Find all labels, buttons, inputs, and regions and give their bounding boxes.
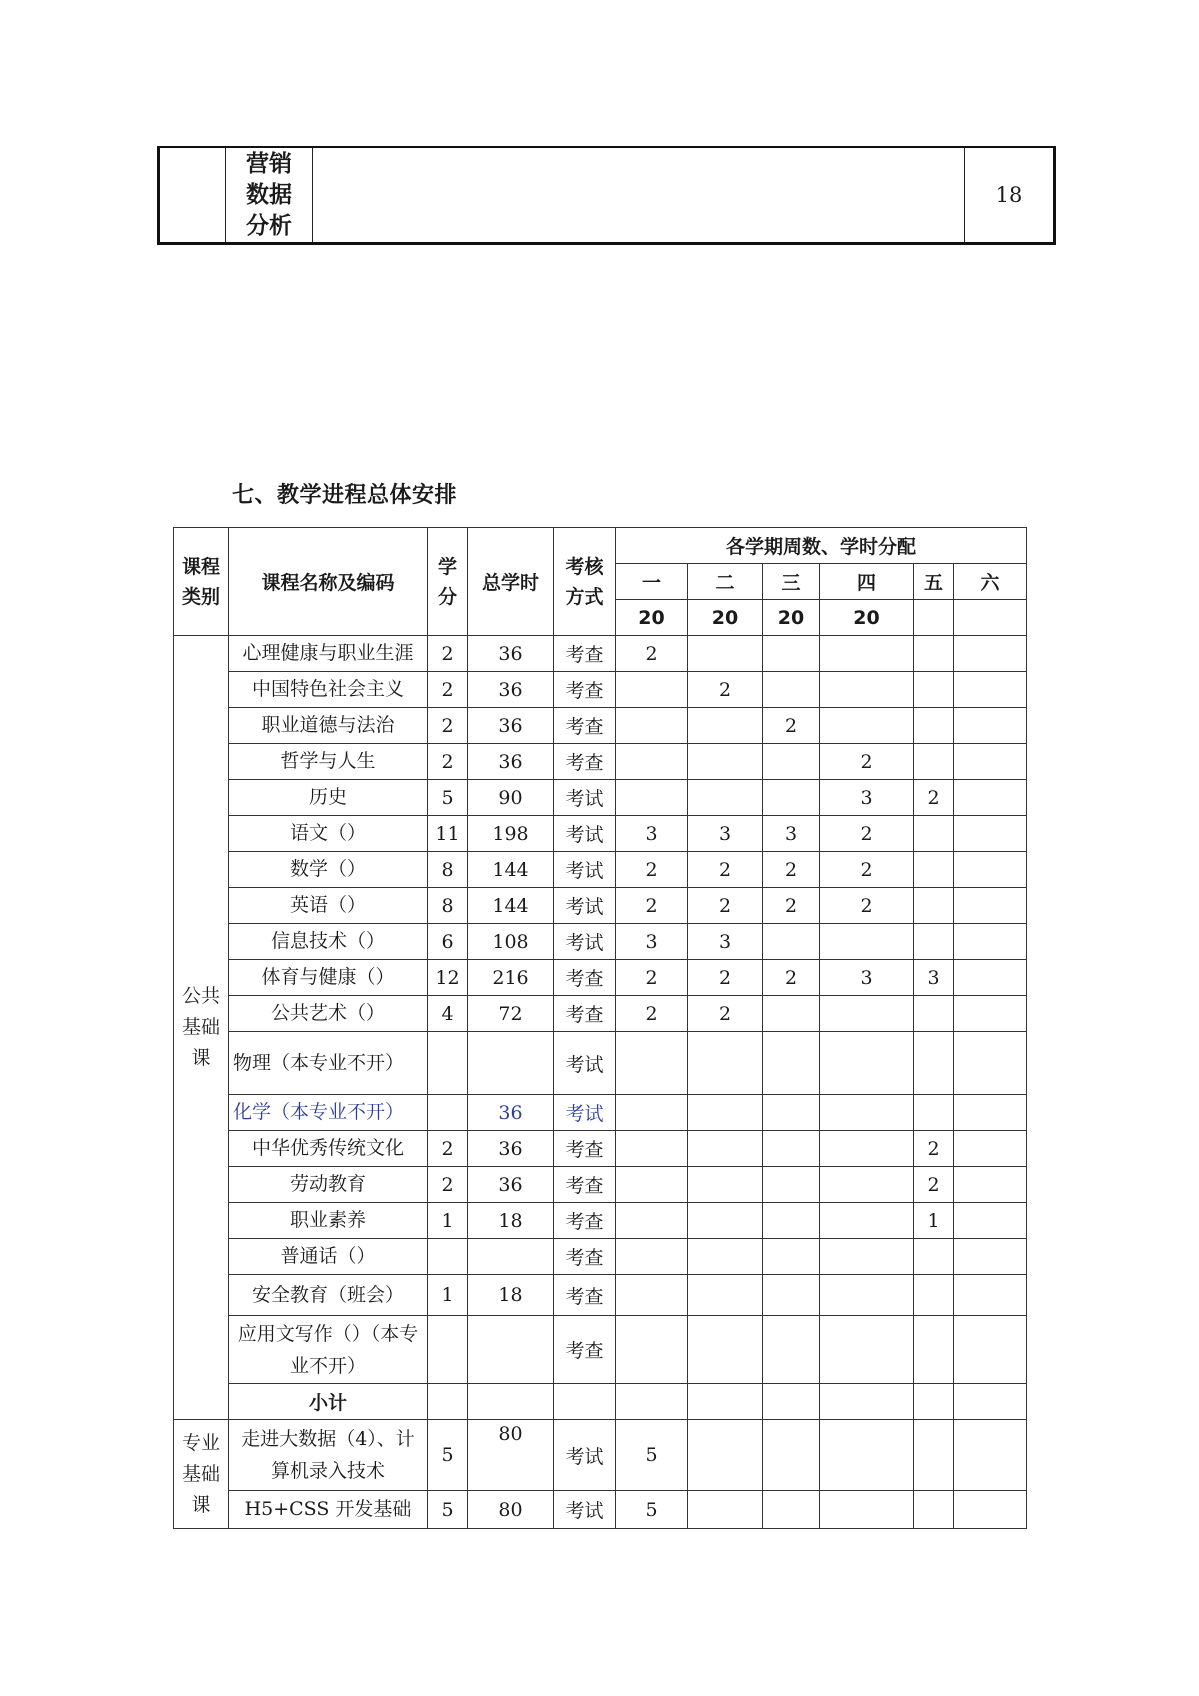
semester-hours-4: 2	[820, 888, 914, 924]
assessment: 考查	[554, 744, 616, 780]
semester-hours-4	[820, 996, 914, 1032]
semester-hours-6	[954, 816, 1027, 852]
semester-hours-3: 2	[763, 852, 820, 888]
course-name: 信息技术（）	[229, 924, 428, 960]
course-name: 历史	[229, 780, 428, 816]
table-row	[174, 996, 1027, 1032]
semester-hours-6	[954, 1316, 1027, 1384]
semester-hours-2	[688, 1239, 763, 1275]
course-name: 体育与健康（）	[229, 960, 428, 996]
semester-hours-5	[914, 1239, 954, 1275]
total-hours: 18	[468, 1203, 554, 1239]
semester-hours-5	[914, 1275, 954, 1316]
semester-hours-6	[954, 1420, 1027, 1491]
teaching-schedule-table	[173, 527, 1027, 1529]
table-row	[174, 924, 1027, 960]
semester-hours-4: 2	[820, 852, 914, 888]
semester-hours-2	[688, 1095, 763, 1131]
course-name: 职业道德与法治	[229, 708, 428, 744]
empty-cell	[554, 1384, 616, 1420]
weeks-5	[914, 600, 954, 636]
course-name: 语文（）	[229, 816, 428, 852]
semester-hours-2: 2	[688, 672, 763, 708]
semester-hours-2: 2	[688, 960, 763, 996]
semester-hours-3	[763, 1316, 820, 1384]
table-row	[174, 1032, 1027, 1095]
total-hours: 36	[468, 1131, 554, 1167]
assessment: 考查	[554, 1203, 616, 1239]
total-hours: 36	[468, 636, 554, 672]
semester-hours-1	[616, 1239, 688, 1275]
table-row	[174, 636, 1027, 672]
semester-hours-1	[616, 1095, 688, 1131]
semester-hours-3	[763, 1275, 820, 1316]
assessment: 考试	[554, 1032, 616, 1095]
semester-hours-5	[914, 816, 954, 852]
semester-hours-4	[820, 1095, 914, 1131]
course-name-cell	[226, 147, 313, 244]
course-name: 应用文写作（）（本专业不开）	[229, 1316, 428, 1384]
semester-hours-5	[914, 1032, 954, 1095]
empty-cell	[468, 1384, 554, 1420]
semester-hours-4	[820, 924, 914, 960]
semester-hours-6	[954, 744, 1027, 780]
empty-cell	[763, 1384, 820, 1420]
semester-hours-4: 3	[820, 960, 914, 996]
semester-hours-1	[616, 1131, 688, 1167]
assessment: 考查	[554, 996, 616, 1032]
assessment: 考查	[554, 960, 616, 996]
course-name: 营销数据分析	[246, 150, 292, 239]
semester-hours-2	[688, 744, 763, 780]
empty-cell	[616, 1384, 688, 1420]
semester-hours-3	[763, 1203, 820, 1239]
assessment: 考试	[554, 780, 616, 816]
semester-hours-1	[616, 1275, 688, 1316]
course-name: 劳动教育	[229, 1167, 428, 1203]
total-hours: 216	[468, 960, 554, 996]
semester-hours-4	[820, 1275, 914, 1316]
credit: 11	[428, 816, 468, 852]
semester-hours-4	[820, 1131, 914, 1167]
assessment: 考试	[554, 1420, 616, 1491]
table-row	[174, 1275, 1027, 1316]
semester-hours-2	[688, 1032, 763, 1095]
course-description-cell	[313, 147, 965, 244]
semester-hours-5	[914, 888, 954, 924]
semester-hours-3: 2	[763, 708, 820, 744]
weeks-6	[954, 600, 1027, 636]
semester-hours-6	[954, 780, 1027, 816]
semester-hours-6	[954, 708, 1027, 744]
table-row	[174, 888, 1027, 924]
semester-hours-2	[688, 1275, 763, 1316]
semester-hours-6	[954, 924, 1027, 960]
assessment: 考查	[554, 1275, 616, 1316]
semester-hours-6	[954, 960, 1027, 996]
credit	[428, 1239, 468, 1275]
semester-hours-5	[914, 636, 954, 672]
credit: 1	[428, 1275, 468, 1316]
course-name: 英语（）	[229, 888, 428, 924]
semester-hours-1	[616, 1167, 688, 1203]
semester-hours-1: 2	[616, 996, 688, 1032]
empty-cell	[954, 1384, 1027, 1420]
semester-hours-4	[820, 636, 914, 672]
semester-hours-2	[688, 708, 763, 744]
semester-hours-3: 3	[763, 816, 820, 852]
credit: 12	[428, 960, 468, 996]
total-hours: 72	[468, 996, 554, 1032]
credit: 5	[428, 1420, 468, 1491]
semester-hours-3	[763, 744, 820, 780]
semester-2: 二	[688, 564, 763, 600]
semester-hours-4	[820, 672, 914, 708]
semester-hours-3	[763, 636, 820, 672]
semester-hours-1: 3	[616, 816, 688, 852]
assessment: 考查	[554, 672, 616, 708]
semester-hours-4	[820, 708, 914, 744]
semester-6: 六	[954, 564, 1027, 600]
credit: 2	[428, 672, 468, 708]
assessment: 考查	[554, 1316, 616, 1384]
semester-hours-6	[954, 1239, 1027, 1275]
credit	[428, 1032, 468, 1095]
table-row	[174, 1167, 1027, 1203]
semester-hours-6	[954, 1275, 1027, 1316]
semester-hours-2: 2	[688, 996, 763, 1032]
semester-hours-6	[954, 888, 1027, 924]
total-hours: 144	[468, 888, 554, 924]
course-hours: 18	[965, 147, 1055, 244]
semester-hours-5	[914, 924, 954, 960]
semester-hours-5: 3	[914, 960, 954, 996]
semester-hours-1: 2	[616, 852, 688, 888]
total-hours: 36	[468, 1095, 554, 1131]
semester-hours-4	[820, 1239, 914, 1275]
credit: 2	[428, 1167, 468, 1203]
total-hours: 90	[468, 780, 554, 816]
semester-hours-6	[954, 1095, 1027, 1131]
weeks-4: 20	[820, 600, 914, 636]
empty-cell	[688, 1384, 763, 1420]
semester-hours-1: 2	[616, 636, 688, 672]
semester-hours-1	[616, 1203, 688, 1239]
assessment: 考试	[554, 888, 616, 924]
semester-hours-5	[914, 672, 954, 708]
semester-hours-3	[763, 1095, 820, 1131]
semester-hours-6	[954, 852, 1027, 888]
total-hours: 108	[468, 924, 554, 960]
semester-hours-6	[954, 1032, 1027, 1095]
table-row	[159, 147, 1055, 244]
semester-hours-2	[688, 1316, 763, 1384]
credit: 8	[428, 888, 468, 924]
semester-hours-1	[616, 1316, 688, 1384]
header-row	[174, 528, 1027, 564]
assessment: 考试	[554, 852, 616, 888]
semester-hours-3	[763, 1131, 820, 1167]
semester-hours-5	[914, 1316, 954, 1384]
semester-hours-1: 5	[616, 1491, 688, 1529]
credit: 2	[428, 636, 468, 672]
semester-hours-3	[763, 924, 820, 960]
assessment: 考查	[554, 1131, 616, 1167]
semester-hours-3: 2	[763, 888, 820, 924]
schedule-body	[174, 636, 1027, 1529]
total-hours: 144	[468, 852, 554, 888]
header-course-name: 课程名称及编码	[229, 528, 428, 636]
semester-hours-4: 2	[820, 744, 914, 780]
table-row	[174, 1131, 1027, 1167]
semester-hours-6	[954, 1203, 1027, 1239]
semester-hours-4: 2	[820, 816, 914, 852]
empty-cell	[820, 1384, 914, 1420]
credit: 2	[428, 744, 468, 780]
table-row	[174, 1239, 1027, 1275]
table-row	[174, 1420, 1027, 1491]
semester-hours-1: 2	[616, 960, 688, 996]
table-row	[174, 1203, 1027, 1239]
semester-hours-2: 3	[688, 924, 763, 960]
total-hours	[468, 1239, 554, 1275]
assessment: 考试	[554, 816, 616, 852]
semester-hours-5: 2	[914, 780, 954, 816]
credit	[428, 1095, 468, 1131]
total-hours: 36	[468, 744, 554, 780]
assessment: 考查	[554, 636, 616, 672]
course-name: 心理健康与职业生涯	[229, 636, 428, 672]
credit: 8	[428, 852, 468, 888]
semester-hours-1	[616, 744, 688, 780]
semester-hours-2	[688, 1203, 763, 1239]
assessment: 考查	[554, 1167, 616, 1203]
course-name: 职业素养	[229, 1203, 428, 1239]
semester-hours-4	[820, 1167, 914, 1203]
semester-hours-2	[688, 1491, 763, 1529]
total-hours: 36	[468, 1167, 554, 1203]
credit: 2	[428, 1131, 468, 1167]
header-semester-group: 各学期周数、学时分配	[616, 528, 1027, 564]
credit: 6	[428, 924, 468, 960]
course-name: 中华优秀传统文化	[229, 1131, 428, 1167]
credit: 2	[428, 708, 468, 744]
semester-hours-6	[954, 1167, 1027, 1203]
semester-hours-5	[914, 996, 954, 1032]
semester-hours-6	[954, 672, 1027, 708]
semester-hours-1	[616, 672, 688, 708]
semester-hours-2: 2	[688, 888, 763, 924]
semester-hours-2: 3	[688, 816, 763, 852]
table-row	[174, 1316, 1027, 1384]
semester-hours-5	[914, 1095, 954, 1131]
header-total-hours: 总学时	[468, 528, 554, 636]
weeks-1: 20	[616, 600, 688, 636]
header-category: 课程类别	[174, 528, 229, 636]
semester-hours-4	[820, 1420, 914, 1491]
credit: 1	[428, 1203, 468, 1239]
credit: 5	[428, 780, 468, 816]
header-assessment: 考核方式	[554, 528, 616, 636]
semester-hours-3	[763, 672, 820, 708]
table-row	[174, 816, 1027, 852]
empty-cell	[914, 1384, 954, 1420]
semester-hours-1	[616, 780, 688, 816]
course-name: 数学（）	[229, 852, 428, 888]
total-hours	[468, 1032, 554, 1095]
total-hours: 198	[468, 816, 554, 852]
assessment: 考试	[554, 1095, 616, 1131]
table-row	[174, 780, 1027, 816]
section-title: 七、教学进程总体安排	[232, 483, 458, 508]
semester-hours-5: 1	[914, 1203, 954, 1239]
credit	[428, 1316, 468, 1384]
semester-hours-5	[914, 852, 954, 888]
semester-hours-5	[914, 1420, 954, 1491]
semester-hours-1: 5	[616, 1420, 688, 1491]
semester-hours-3	[763, 1032, 820, 1095]
subtotal-label: 小计	[229, 1384, 428, 1420]
semester-hours-3: 2	[763, 960, 820, 996]
table-row	[174, 1095, 1027, 1131]
semester-hours-2	[688, 1167, 763, 1203]
semester-hours-2	[688, 1131, 763, 1167]
semester-hours-3	[763, 780, 820, 816]
semester-hours-1	[616, 708, 688, 744]
course-name: 哲学与人生	[229, 744, 428, 780]
semester-hours-2	[688, 780, 763, 816]
course-name: 安全教育（班会）	[229, 1275, 428, 1316]
semester-hours-5	[914, 744, 954, 780]
semester-hours-3	[763, 996, 820, 1032]
semester-hours-1: 3	[616, 924, 688, 960]
semester-hours-2: 2	[688, 852, 763, 888]
weeks-2: 20	[688, 600, 763, 636]
assessment: 考查	[554, 708, 616, 744]
semester-hours-2	[688, 1420, 763, 1491]
course-name: 物理（本专业不开）	[229, 1032, 428, 1095]
semester-hours-3	[763, 1491, 820, 1529]
semester-hours-5: 2	[914, 1167, 954, 1203]
total-hours: 36	[468, 672, 554, 708]
semester-hours-4	[820, 1316, 914, 1384]
table-row	[174, 672, 1027, 708]
semester-1: 一	[616, 564, 688, 600]
credit: 4	[428, 996, 468, 1032]
course-name: 化学（本专业不开）	[229, 1095, 428, 1131]
semester-4: 四	[820, 564, 914, 600]
subtotal-row	[174, 1384, 1027, 1420]
total-hours: 80	[468, 1491, 554, 1529]
table-row	[174, 852, 1027, 888]
category-public: 公共 基础 课	[174, 636, 229, 1420]
weeks-3: 20	[763, 600, 820, 636]
semester-hours-4	[820, 1491, 914, 1529]
course-name: 普通话（）	[229, 1239, 428, 1275]
semester-hours-6	[954, 996, 1027, 1032]
course-name: 公共艺术（）	[229, 996, 428, 1032]
semester-hours-6	[954, 1131, 1027, 1167]
course-name: 中国特色社会主义	[229, 672, 428, 708]
assessment: 考试	[554, 924, 616, 960]
semester-hours-1: 2	[616, 888, 688, 924]
table-row	[174, 960, 1027, 996]
semester-hours-4: 3	[820, 780, 914, 816]
semester-hours-5: 2	[914, 1131, 954, 1167]
semester-hours-3	[763, 1167, 820, 1203]
semester-hours-6	[954, 1491, 1027, 1529]
semester-hours-5	[914, 1491, 954, 1529]
total-hours	[468, 1316, 554, 1384]
semester-hours-6	[954, 636, 1027, 672]
category-professional: 专业 基础 课	[174, 1420, 229, 1529]
assessment: 考查	[554, 1239, 616, 1275]
category-cell	[159, 147, 226, 244]
semester-hours-3	[763, 1420, 820, 1491]
total-hours: 18	[468, 1275, 554, 1316]
header-credit: 学分	[428, 528, 468, 636]
credit: 5	[428, 1491, 468, 1529]
semester-hours-3	[763, 1239, 820, 1275]
table-row	[174, 708, 1027, 744]
semester-hours-4	[820, 1032, 914, 1095]
table-row	[174, 744, 1027, 780]
semester-hours-5	[914, 708, 954, 744]
semester-hours-2	[688, 636, 763, 672]
total-hours: 80	[468, 1420, 554, 1491]
course-name: H5+CSS 开发基础	[229, 1491, 428, 1529]
semester-5: 五	[914, 564, 954, 600]
semester-hours-4	[820, 1203, 914, 1239]
semester-hours-1	[616, 1032, 688, 1095]
semester-3: 三	[763, 564, 820, 600]
table-row	[174, 1491, 1027, 1529]
total-hours: 36	[468, 708, 554, 744]
assessment: 考试	[554, 1491, 616, 1529]
course-name: 走进大数据（4）、计算机录入技术	[229, 1420, 428, 1491]
empty-cell	[428, 1384, 468, 1420]
previous-course-table-fragment	[157, 146, 1056, 245]
